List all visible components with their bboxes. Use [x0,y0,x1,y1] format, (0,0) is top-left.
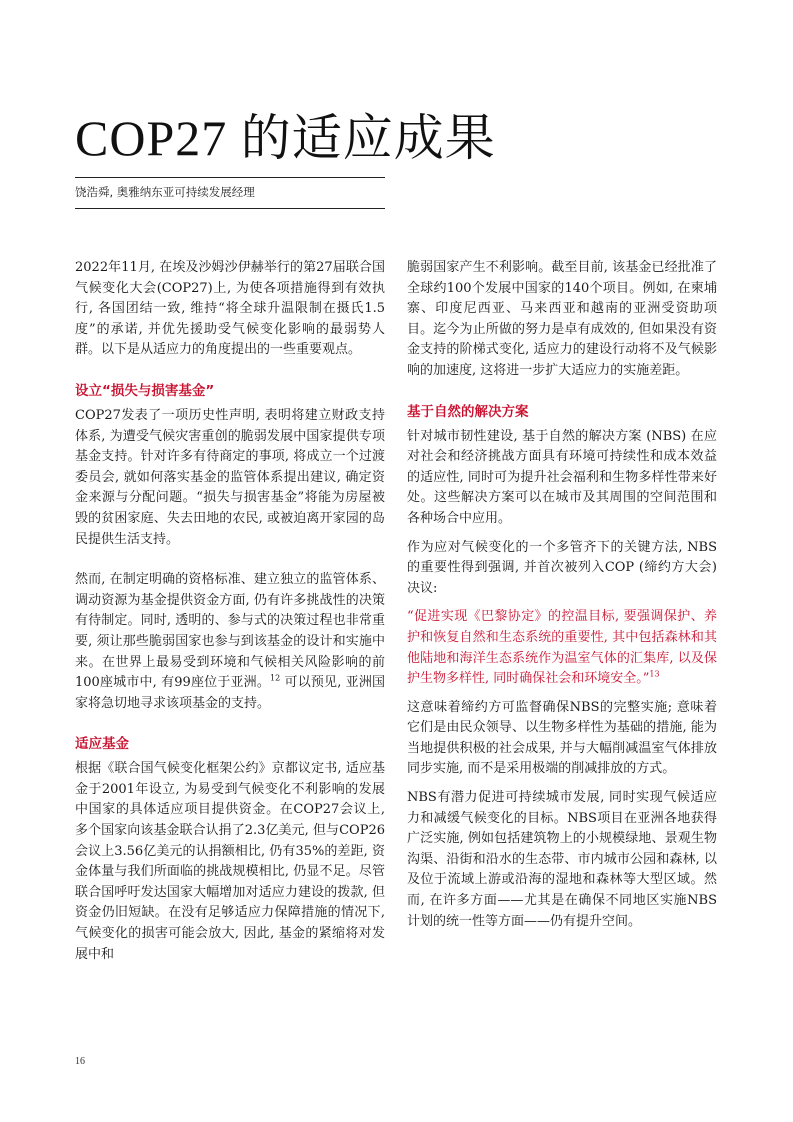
title-rule-bottom [75,208,385,209]
heading-adaptation-fund: 适应基金 [75,736,129,753]
title-rule-top [75,177,385,178]
adaptation-fund-paragraph: 根据《联合国气候变化框架公约》京都议定书, 适应基金于2001年设立, 为易受到气候变化不利影响的发展中国家的具体适应项目提供资金。在COP27会议上, 多个国家向该基金联合认捐了2.3亿美元, 但与COP26会议上3.56亿美元的认捐额相比, 仍有35%的差距, 资金体量与我们所面临的挑战规模相比, 仍显不足。尽管联合国呼吁发达国家大幅增加对适应力建设的拨款, 但资金仍旧短缺。在没有足够适应力保障措施的情况下, 气候变化的损害可能会放大, 因此, 基金的紧缩将对发展中和 [75,761,385,962]
nbs-paragraph-2: 作为应对气候变化的一个多管齐下的关键方法, NBS的重要性得到强调, 并首次被列入COP (缔约方大会) 决议: [407,539,717,596]
heading-loss-damage-fund: 设立“损失与损害基金” [75,382,215,399]
page-number: 16 [75,1056,85,1067]
footnote-ref-12: 12 [270,673,281,683]
loss-damage-paragraph-2 [75,570,385,714]
nbs-paragraph-1: 针对城市韧性建设, 基于自然的解决方案 (NBS) 在应对社会和经济挑战方面具有环境可持续性和成本效益的适应性, 同时可为提升社会福利和生物多样性带来好处。这些解决方案可以在城市及其周围的空间范围和各种场合中应用。 [407,428,717,526]
adaptation-fund-paragraph-cont: 脆弱国家产生不利影响。截至目前, 该基金已经批准了全球约100个发展中国家的140个项目。例如, 在柬埔寨、印度尼西亚、马来西亚和越南的亚洲受资助项目。迄今为止所做的努力是卓有成效的, 但如果没有资金支持的阶梯式变化, 适应力的建设行动将不及气候影响的加速度, 这将进一步扩大适应力的实施差距。 [407,260,717,378]
left-column [75,258,385,965]
intro-paragraph: 2022年11月, 在埃及沙姆沙伊赫举行的第27届联合国气候变化大会(COP27)上, 为使各项措施得到有效执行, 各国团结一致, 维持“将全球升温限制在摄氏1.5度”的承诺, 并优先援助受气候变化影响的最弱势人群。以下是从适应力的角度提出的一些重要观点。 [75,260,385,358]
page-title: COP27 的适应成果 [75,110,496,166]
footnote-ref-13: 13 [649,669,660,679]
loss-damage-text: 然而, 在制定明确的资格标准、建立独立的监管体系、调动资源为基金提供资金方面, 仍有许多挑战性的决策有待制定。同时, 透明的、参与式的决策过程也非常重要, 须让那些脆弱国家也参与到该基金的设计和实施中来。在世界上最易受到环境和气候相关风险影响的前100座城市中, 有99座位于亚洲。 [75,572,385,691]
nbs-quote-text: “促进实现《巴黎协定》的控温目标, 要强调保护、养护和恢复自然和生态系统的重要性, 其中包括森林和其他陆地和海洋生态系统作为温室气体的汇集库, 以及保护生物多样性, 同时确保社会和环境安全。” [407,609,717,687]
nbs-paragraph-3: 这意味着缔约方可监督确保NBS的完整实施; 意味着它们是由民众领导、以生物多样性为基础的措施, 能为当地提供积极的社会成果, 并与大幅削减温室气体排放同步实施, 而不是采用极端的削减排放的方式。 [407,699,717,777]
nbs-paragraph-4: NBS有潜力促进可持续城市发展, 同时实现气候适应力和减缓气候变化的目标。NBS项目在亚洲各地获得广泛实施, 例如包括建筑物上的小规模绿地、景观生物沟渠、沿街和沿水的生态带、市内城市公园和森林, 以及位于流域上游或沿海的湿地和森林等大型区域。然而, 在许多方面——尤其是在确保不同地区实施NBS计划的统一性等方面——仍有提升空间。 [407,790,717,929]
loss-damage-text-end: 可以预见, 亚洲国家将急切地寻求该项基金的支持。 [75,675,385,711]
loss-damage-paragraph-1: COP27发表了一项历史性声明, 表明将建立财政支持体系, 为遭受气候灾害重创的脆弱发展中国家提供专项基金支持。针对许多有待商定的事项, 将成立一个过渡委员会, 就如何落实基金的监管体系提出建议, 确定资金来源与分配问题。“损失与损害基金”将能为房屋被毁的贫困家庭、失去田地的农民, 或被迫离开家园的岛民提供生活支持。 [75,407,385,547]
author-byline: 饶浩舜, 奥雅纳东亚可持续发展经理 [75,185,255,199]
right-column [407,258,717,932]
nbs-quote [407,607,717,689]
heading-nature-based-solutions: 基于自然的解决方案 [407,403,529,420]
